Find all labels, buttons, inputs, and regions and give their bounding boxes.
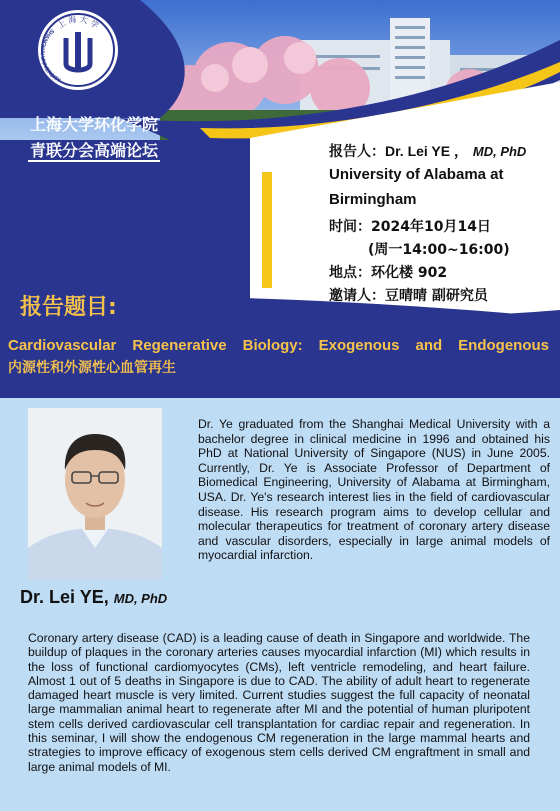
- accent-bar: [262, 172, 272, 288]
- inviter-info: [329, 285, 488, 305]
- title-underline: [28, 160, 160, 162]
- topic-title-cn: 内源性和外源性心血管再生: [8, 360, 176, 376]
- time-value: 2024年10月14日: [371, 219, 491, 235]
- inviter-label: 邀请人：: [329, 288, 385, 304]
- speaker-label: 报告人：: [329, 144, 385, 160]
- speaker-photo: [28, 408, 162, 580]
- topic-label: 报告题目:: [20, 295, 117, 320]
- location-label: 地点：: [329, 265, 371, 281]
- location-value: 环化楼 902: [371, 265, 448, 281]
- forum-title-line2: 青联分会高端论坛: [30, 141, 159, 160]
- speaker-name-text: Dr. Lei YE,: [20, 587, 109, 607]
- speaker-info: [329, 141, 526, 161]
- time-label: 时间：: [329, 219, 371, 235]
- time-info: [329, 216, 491, 236]
- time-detail: (周一14:00~16:00): [368, 242, 510, 258]
- speaker-degree: MD, PhD: [113, 591, 168, 606]
- speaker-bio: Dr. Ye graduated from the Shanghai Medical University with a bachelor degree in clinical medicine in 1996 and obtained his PhD at National University of Singapore (NUS) in June 2005. Currently, Dr. Ye is Associate Professor of Department of Biomedical Engineering, University of Alabama at Birmingham, USA. Dr. Ye's research interest lies in the field of cardiovascular disease. His research program aims to develop cellular and molecular therapeutics for treatment of coronary artery disease and vascular disorders, especially in large animal models of myocardial infarction.: [198, 417, 550, 563]
- location-info: [329, 262, 447, 282]
- speaker-name: [20, 587, 167, 608]
- logo-side-text: SHANGHAI UNIVERSITY: [38, 27, 62, 85]
- topic-title-en: Cardiovascular Regenerative Biology: Exogenous and Endogenous: [8, 337, 549, 354]
- speaker-degree-info: MD, PhD: [472, 144, 527, 159]
- forum-title-line1: 上海大学环化学院: [30, 115, 159, 134]
- shanghai-university-logo: [36, 8, 120, 92]
- logo-arc-text: 上 海 大 学: [55, 14, 101, 31]
- inviter-value: 豆晴晴 副研究员: [385, 288, 488, 304]
- speaker-name-info: Dr. Lei YE ，: [385, 143, 468, 159]
- university-line2: Birmingham: [329, 191, 417, 208]
- talk-abstract: Coronary artery disease (CAD) is a leading cause of death in Singapore and worldwide. The buildup of plaques in the coronary arteries causes myocardial infarction (MI) which results in the loss of functional cardiomyocytes (CMs), left ventricle remodeling, and heart failure. Almost 1 out of 5 deaths in Singapore is due to CAD. The ability of adult heart to regenerate damaged heart muscle is very limited. Current studies suggest the full capacity of neonatal large mammalian animal heart to regenerate after MI and the potential of human pluripotent stem cells derived cardiovascular cell transplantation for cardiac repair and regeneration. In this seminar, I will show the endogenous CM regeneration in the large mammal hearts and strategies to improve efficacy of exogenous stem cells derived CM engraftment in small and large animal models of MI.: [28, 631, 530, 774]
- university-line1: University of Alabama at: [329, 166, 504, 183]
